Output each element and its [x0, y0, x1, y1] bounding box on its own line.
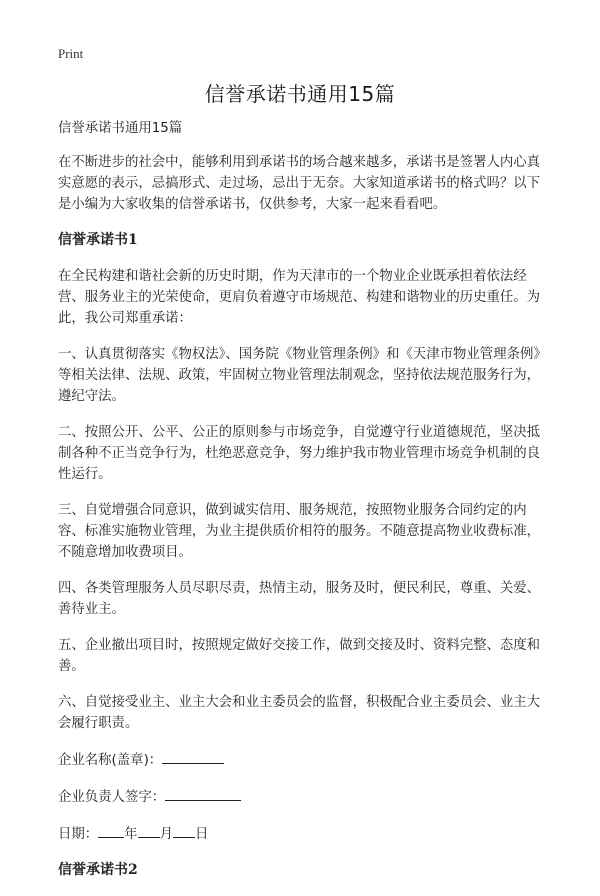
day-blank	[173, 823, 195, 838]
date-month-label: 月	[159, 827, 173, 842]
commitment-item-3: 三、自觉增强合同意识，做到诚实信用、服务规范，按照物业服务合同约定的内容、标准实施物业管理，为业主提供质价相符的服务。不随意提高物业收费标准，不随意增加收费项目。	[58, 503, 541, 560]
intro-paragraph: 在不断进步的社会中，能够利用到承诺书的场合越来越多，承诺书是签署人内心真实意愿的表示，忌搞形式、走过场，忌出于无奈。大家知道承诺书的格式吗？以下是小编为大家收集的信誉承诺书，仅供参考，大家一起来看看吧。	[58, 155, 541, 212]
date-line	[58, 823, 550, 845]
section-heading-1: 信誉承诺书1	[58, 232, 138, 248]
date-year-label: 年	[124, 827, 138, 842]
document-subtitle: 信誉承诺书通用15篇	[58, 121, 183, 136]
date-day-label: 日	[194, 827, 209, 842]
commitment-item-1: 一、认真贯彻落实《物权法》、国务院《物业管理条例》和《天津市物业管理条例》等相关法律、法规、政策，牢固树立物业管理法制观念，坚持依法规范服务行为，遵纪守法。	[58, 347, 547, 404]
signer-blank	[165, 786, 241, 801]
commitment-item-4: 四、各类管理服务人员尽职尽责，热情主动，服务及时，便民利民，尊重、关爱、善待业主。	[58, 581, 541, 617]
print-link[interactable]: Print	[58, 46, 84, 61]
signer-line	[58, 786, 550, 808]
year-blank	[98, 823, 124, 838]
company-name-blank	[162, 749, 224, 764]
company-name-line	[58, 749, 550, 771]
page-title: 信誉承诺书通用15篇	[204, 82, 396, 106]
month-blank	[138, 823, 160, 838]
signer-label: 企业负责人签字：	[58, 790, 166, 805]
section1-lead-paragraph: 在全民构建和谐社会新的历史时期，作为天津市的一个物业企业既承担着依法经营、服务业主的光荣使命，更肩负着遵守市场规范、构建和谐物业的历史重任。为此，我公司郑重承诺：	[58, 269, 541, 326]
commitment-item-5: 五、企业撤出项目时，按照规定做好交接工作，做到交接及时、资料完整、态度和善。	[58, 638, 541, 674]
company-name-label: 企业名称(盖章)：	[58, 753, 163, 768]
section-heading-2: 信誉承诺书2	[58, 862, 138, 878]
date-label: 日期：	[58, 827, 99, 842]
commitment-item-6: 六、自觉接受业主、业主大会和业主委员会的监督，积极配合业主委员会、业主大会履行职责。	[58, 695, 541, 731]
commitment-item-2: 二、按照公开、公平、公正的原则参与市场竞争，自觉遵守行业道德规范，坚决抵制各种不正当竞争行为，杜绝恶意竞争，努力维护我市物业管理市场竞争机制的良性运行。	[58, 425, 541, 482]
document-body	[58, 118, 550, 896]
